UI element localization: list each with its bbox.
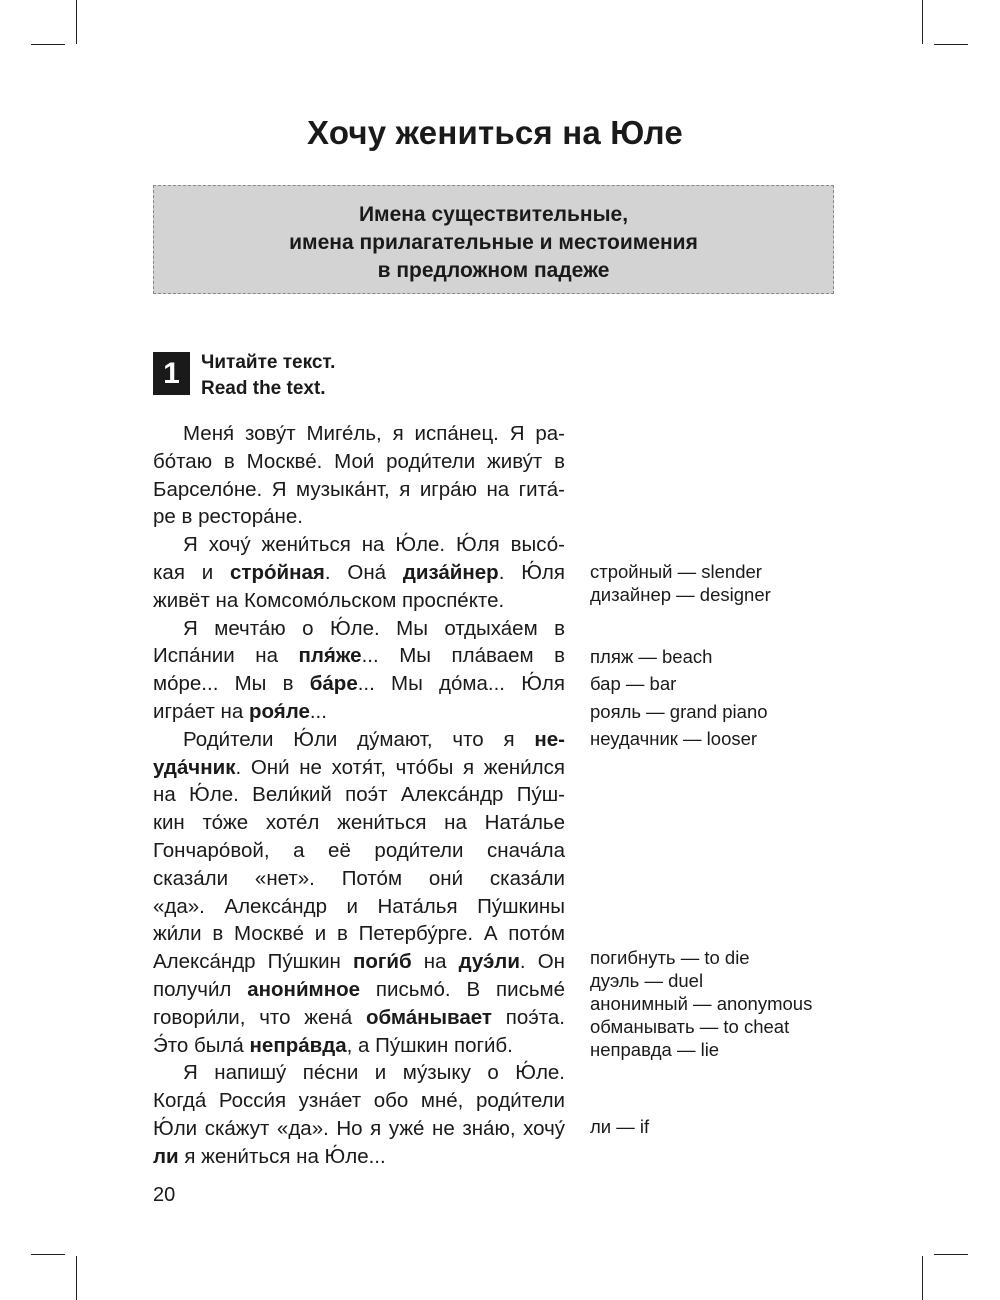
text-line — [153, 670, 565, 698]
glossary-item: пляж — beach — [590, 646, 713, 667]
vocab-word: ба́ре — [309, 672, 358, 696]
text-line — [153, 809, 565, 837]
text-segment: Э́то была́ — [153, 1033, 250, 1057]
glossary-item: дуэль — duel — [590, 970, 704, 991]
vocab-word: уда́чник — [153, 755, 236, 779]
crop-mark — [31, 44, 65, 45]
glossary-group — [590, 672, 676, 695]
text-segment: , а Пу́шкин поги́б. — [346, 1033, 513, 1057]
text-line — [153, 476, 565, 504]
text-segment: сказа́ли «нет». Пото́м они́ сказа́ли — [153, 866, 565, 890]
crop-mark — [922, 0, 923, 44]
text-segment: письмо́. В письме́ — [360, 977, 565, 1001]
vocab-word: анони́мное — [247, 977, 361, 1001]
text-segment: бо́таю в Москве́. Мои́ роди́тели живу́т в — [153, 449, 565, 473]
topic-line: в предложном падеже — [377, 259, 610, 282]
text-segment: Алекса́ндр Пу́шкин — [153, 950, 353, 974]
text-segment: ... — [309, 699, 327, 723]
vocab-word: стро́йная — [230, 560, 325, 584]
vocab-word: обма́нывает — [365, 1005, 492, 1029]
text-segment: на — [411, 950, 459, 974]
text-line — [153, 531, 565, 559]
text-line — [153, 1059, 565, 1087]
vocab-word: не- — [534, 727, 565, 751]
text-segment: я жени́ться на Ю́ле... — [178, 1144, 386, 1168]
glossary-item: неправда — lie — [590, 1039, 720, 1060]
glossary-group — [590, 946, 812, 1061]
vocab-word: пля́же — [298, 644, 362, 668]
glossary-item: рояль — grand piano — [590, 701, 768, 722]
text-line — [153, 587, 565, 615]
exercise-instructions — [201, 350, 335, 402]
crop-mark — [76, 0, 77, 44]
glossary-item: неудачник — looser — [590, 728, 758, 749]
crop-mark — [922, 1256, 923, 1300]
text-line — [153, 948, 565, 976]
vocab-word: поги́б — [352, 950, 412, 974]
text-segment: . Она́ — [324, 560, 403, 584]
paragraph — [153, 420, 565, 531]
text-segment: ре в рестора́не. — [153, 505, 303, 529]
page-title: Хочу жениться на Юле — [307, 114, 683, 151]
vocab-word: диза́йнер — [402, 560, 499, 584]
text-line — [153, 642, 565, 670]
text-line — [153, 837, 565, 865]
text-line — [153, 726, 565, 754]
glossary-group — [590, 1115, 649, 1138]
glossary-group — [590, 645, 712, 668]
text-segment: Я напишу́ пе́сни и му́зыку о Ю́ле. — [183, 1061, 565, 1085]
instruction-en: Read the text. — [201, 378, 326, 399]
text-segment: живёт на Комсомо́льском проспе́кте. — [153, 588, 505, 612]
text-segment: говори́ли, что жена́ — [153, 1005, 366, 1029]
glossary-item: бар — bar — [590, 673, 677, 694]
text-line — [153, 559, 565, 587]
glossary-item: стройный — slender — [590, 561, 762, 582]
text-line — [153, 698, 565, 726]
page-number: 20 — [153, 1184, 176, 1206]
text-segment: Ю́ли ска́жут «да». Но я уже́ не зна́ю, хочу́ — [153, 1116, 565, 1140]
topic-line: имена прилагательные и местоимения — [289, 231, 698, 254]
text-segment: на Ю́ле. Вели́кий поэ́т Алекса́ндр Пу́ш- — [153, 783, 565, 807]
text-segment: Гончаро́вой, а её роди́тели снача́ла — [153, 838, 565, 862]
text-line — [153, 1115, 565, 1143]
crop-mark — [31, 1254, 65, 1255]
paragraph — [153, 531, 565, 614]
paragraph — [153, 615, 565, 726]
vocab-word: дуэ́ли — [458, 950, 520, 974]
glossary-item: обманывать — to cheat — [590, 1016, 790, 1037]
text-segment: Меня́ зову́т Миге́ль, я испа́нец. Я ра- — [183, 422, 565, 445]
text-line — [153, 781, 565, 809]
text-segment: кая и — [153, 560, 231, 584]
text-segment: Роди́тели Ю́ли ду́мают, что я — [183, 727, 535, 751]
glossary-item: погибнуть — to die — [590, 947, 750, 968]
vocab-word: непра́вда — [249, 1033, 347, 1057]
crop-mark — [934, 1254, 968, 1255]
text-segment: игра́ет на — [153, 699, 249, 723]
glossary-group — [590, 727, 757, 750]
text-line — [153, 1087, 565, 1115]
text-segment: получи́л — [153, 977, 248, 1001]
vocab-word: ли — [153, 1144, 179, 1168]
glossary-group — [590, 700, 768, 723]
text-line — [153, 920, 565, 948]
glossary-group — [590, 560, 771, 606]
text-segment: «да». Алекса́ндр и Ната́лья Пу́шкины — [153, 894, 565, 918]
exercise-number: 1 — [153, 352, 190, 395]
crop-mark — [934, 44, 968, 45]
text-segment: Испа́нии на — [153, 644, 299, 668]
instruction-ru: Читайте текст. — [201, 352, 336, 373]
text-line — [153, 1004, 565, 1032]
text-line — [153, 893, 565, 921]
text-line — [153, 448, 565, 476]
reading-text — [153, 420, 565, 1171]
text-segment: ... Мы до́ма... Ю́ля — [357, 672, 565, 696]
text-line — [153, 615, 565, 643]
glossary-item: дизайнер — designer — [590, 584, 771, 605]
text-segment: ... Мы пла́ваем в — [361, 644, 565, 668]
glossary-item: ли — if — [590, 1116, 650, 1137]
text-segment: Когда́ Росси́я узна́ет обо мне́, роди́тели — [153, 1089, 565, 1113]
text-line — [153, 976, 565, 1004]
crop-mark — [76, 1256, 77, 1300]
text-line — [153, 1143, 565, 1171]
glossary-item: анонимный — anonymous — [590, 993, 813, 1014]
paragraph — [153, 1059, 565, 1170]
text-segment: жи́ли в Москве́ и в Петербу́рге. А пото́м — [153, 922, 565, 946]
text-segment: Я хочу́ жени́ться на Ю́ле. Ю́ля высо́- — [183, 533, 565, 557]
text-line — [153, 754, 565, 782]
vocab-word: роя́ле — [248, 699, 310, 723]
text-segment: . Ю́ля — [498, 560, 565, 584]
paragraph — [153, 726, 565, 1060]
text-line — [153, 503, 565, 531]
text-segment: Я мечта́ю о Ю́ле. Мы отдыха́ем в — [183, 616, 565, 640]
text-segment: Барсело́не. Я музыка́нт, я игра́ю на гита́- — [153, 477, 565, 501]
text-line — [153, 1032, 565, 1060]
text-line — [153, 865, 565, 893]
text-segment: поэ́та. — [491, 1005, 565, 1029]
text-segment: . Они́ не хотя́т, что́бы я жени́лся — [235, 755, 565, 779]
topic-line: Имена существительные, — [358, 203, 629, 226]
text-line — [153, 420, 565, 448]
text-segment: . Он — [519, 950, 565, 974]
text-segment: кин то́же хоте́л жени́ться на Ната́лье — [153, 811, 565, 835]
text-segment: мо́ре... Мы в — [153, 672, 310, 696]
grammar-topic-box — [153, 185, 834, 294]
